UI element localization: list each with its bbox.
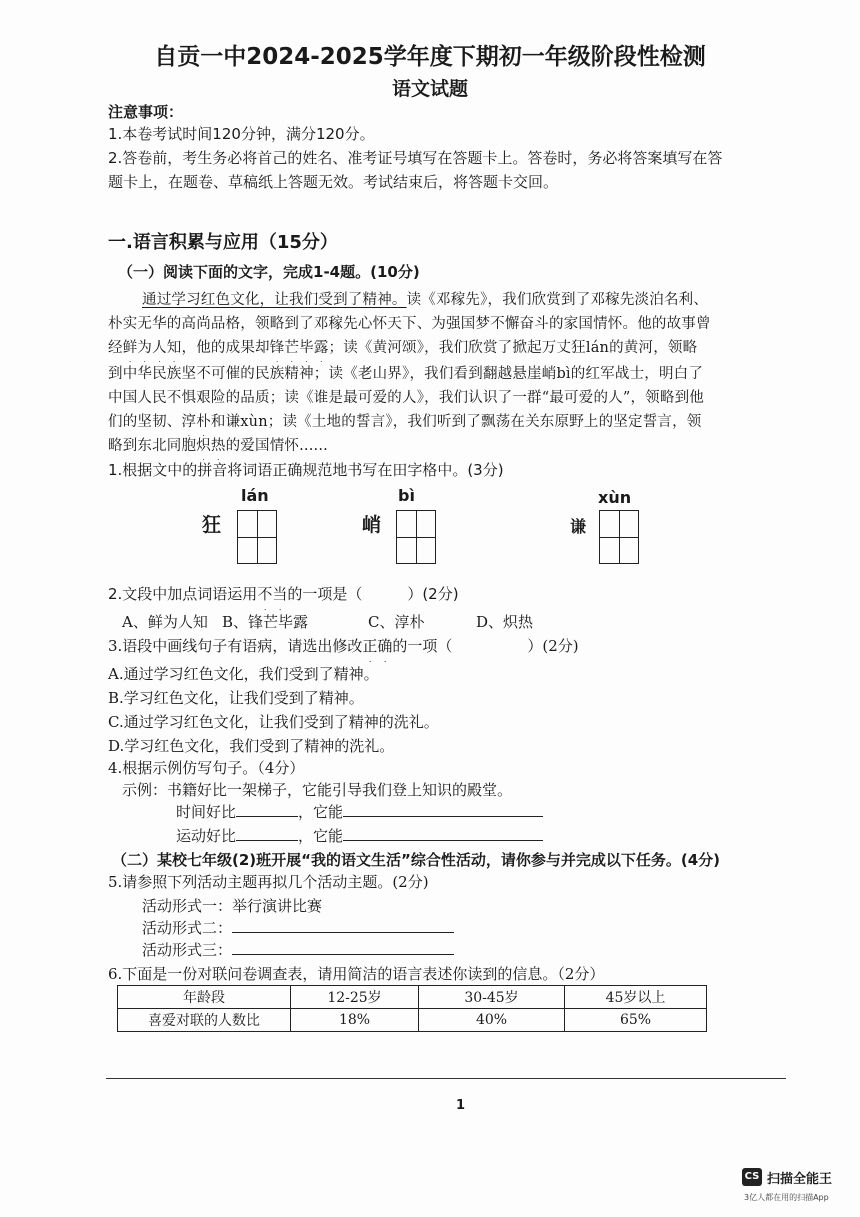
app-name: 扫描全能王 xyxy=(767,1172,833,1187)
passage-line-3 xyxy=(108,336,697,364)
q1-pinyin-2: bì xyxy=(398,486,415,505)
page-number: 1 xyxy=(456,1098,466,1113)
page-subtitle: 语文试题 xyxy=(391,78,468,100)
q2-stem-text: 2.文段中加点词语运用 xyxy=(108,585,258,603)
passage-text: 的爱国情怀...... xyxy=(225,438,328,454)
q6-stem: 6.下面是一份对联问卷调查表，请用简洁的语言表述你读到的信息。（2分） xyxy=(108,965,605,983)
passage-line-1 xyxy=(142,288,708,309)
q5-form-3 xyxy=(142,940,454,960)
table-row xyxy=(118,1009,707,1032)
q3-stem-text: 的一项（ ）(2分) xyxy=(392,637,579,655)
table-cell: 喜爱对联的人数比 xyxy=(118,1009,291,1032)
notes-item-2-line-1: 2.答卷前，考生务必将首己的姓名、准考证号填写在答题卡上。答卷时，务必将答案填写在答 xyxy=(108,149,723,167)
passage-text: ；读《黄河颂》，我们欣赏了掀起万丈狂lán的黄河，领略 xyxy=(328,340,698,356)
app-tagline: 3亿人都在用的扫描App xyxy=(744,1193,829,1202)
q1-char-2: 峭 xyxy=(362,514,382,536)
q3-option-c[interactable]: C.通过学习红色文化，让我们受到了精神的洗礼。 xyxy=(108,713,439,731)
table-cell: 18% xyxy=(291,1009,419,1032)
passage-line-5: 中国人民不惧艰险的品质；读《谁是最可爱的人》，我们认识了一群“最可爱的人”，领略到他 xyxy=(108,390,704,406)
q4-prompt: 时间好比 xyxy=(176,803,237,821)
footer-divider xyxy=(106,1078,786,1079)
q1-stem: 1.根据文中的拼音将词语正确规范地书写在田字格中。(3分) xyxy=(108,461,504,479)
q3-option-d[interactable]: D.学习红色文化，我们受到了精神的洗礼。 xyxy=(108,737,395,755)
q1-grid-1[interactable] xyxy=(237,510,277,564)
notes-item-2-line-2: 题卡上，在题卷、草稿纸上答题无效。考试结束后，将答题卡交回。 xyxy=(108,173,559,191)
q2-option-d[interactable]: D、炽热 xyxy=(476,613,534,631)
q4-example: 示例：书籍好比一架梯子，它能引导我们登上知识的殿堂。 xyxy=(122,781,513,799)
q5-stem: 5.请参照下列活动主题再拟几个活动主题。(2分) xyxy=(108,873,429,891)
q4-blank-2b[interactable] xyxy=(343,826,543,841)
q1-grid-2[interactable] xyxy=(396,510,436,564)
table-header-cell: 年龄段 xyxy=(118,986,291,1009)
q2-option-a[interactable]: A、鲜为人知 xyxy=(122,613,208,631)
q5-form-label: 活动形式三： xyxy=(142,941,233,959)
underlined-sentence: 通过学习红色文化，让我们受到了精神。 xyxy=(142,292,407,308)
table-cell: 65% xyxy=(565,1009,707,1032)
q1-grid-3[interactable] xyxy=(599,510,639,564)
q3-emphasis: 正确 xyxy=(362,637,393,655)
q2-stem-text: 的一项是（ ）(2分) xyxy=(287,585,459,603)
q4-prompt: ，它能 xyxy=(298,803,344,821)
table-header-cell: 12-25岁 xyxy=(291,986,419,1009)
q2-stem xyxy=(108,584,459,612)
q1-pinyin-3: xùn xyxy=(598,488,632,507)
q4-line-1 xyxy=(176,802,543,822)
q1-char-3: 谦 xyxy=(570,517,587,536)
passage-line-7 xyxy=(108,434,328,462)
q4-blank-1b[interactable] xyxy=(343,802,543,817)
q4-blank-2a[interactable] xyxy=(236,826,298,841)
q5-form-1: 活动形式一：举行演讲比赛 xyxy=(142,897,323,915)
q4-prompt: ，它能 xyxy=(298,827,344,845)
passage-text: 读《邓稼先》，我们欣赏到了邓稼先淡泊名利、 xyxy=(406,292,709,308)
q4-line-2 xyxy=(176,826,543,846)
page-title: 自贡一中2024-2025学年度下期初一年级阶段性检测 xyxy=(154,44,706,70)
part2-heading: （二）某校七年级(2)班开展“我的语文生活”综合性活动，请你参与并完成以下任务。(4分) xyxy=(112,851,721,869)
table-cell: 40% xyxy=(419,1009,565,1032)
q1-char-1: 狂 xyxy=(202,514,222,536)
q2-option-c[interactable]: C、淳朴 xyxy=(368,613,425,631)
q4-blank-1a[interactable] xyxy=(236,802,298,817)
section-heading: 一.语言积累与应用（15分） xyxy=(108,232,338,253)
q1-pinyin-1: lán xyxy=(241,486,269,505)
dotted-word: 鲜为人知 xyxy=(122,340,182,356)
passage-text: 们的坚韧、 xyxy=(108,414,182,430)
table-header-row xyxy=(118,986,707,1009)
notes-item-1: 1.本卷考试时间120分钟，满分120分。 xyxy=(108,125,375,143)
q5-blank-3[interactable] xyxy=(232,940,454,955)
q2-emphasis: 不当 xyxy=(257,585,288,603)
passage-line-2: 朴实无华的高尚品格，领略到了邓稼先心怀天下、为强国梦不懈奋斗的家国情怀。他的故事曾 xyxy=(108,316,711,332)
dotted-word: 锋芒毕露 xyxy=(269,340,329,356)
table-header-cell: 45岁以上 xyxy=(565,986,707,1009)
q2-option-b[interactable]: B、锋芒毕露 xyxy=(222,613,309,631)
camscanner-logo-icon: CS xyxy=(742,1168,762,1186)
survey-table xyxy=(117,985,707,1032)
q5-form-label: 活动形式二： xyxy=(142,919,233,937)
q4-prompt: 运动好比 xyxy=(176,827,237,845)
table-header-cell: 30-45岁 xyxy=(419,986,565,1009)
q5-form-2 xyxy=(142,918,454,938)
passage-text: ，他的成果却 xyxy=(181,340,270,356)
q5-blank-2[interactable] xyxy=(232,918,454,933)
passage-text: 经 xyxy=(108,340,123,356)
part1-heading: （一）阅读下面的文字，完成1-4题。(10分) xyxy=(118,263,420,281)
dotted-word: 炽热 xyxy=(196,438,226,454)
q3-option-b[interactable]: B.学习红色文化，让我们受到了精神。 xyxy=(108,689,364,707)
q3-option-a[interactable]: A.通过学习红色文化，我们受到了精神。 xyxy=(108,665,379,683)
q3-stem-text: 3.语段中画线句子有语病，请选出修改 xyxy=(108,637,363,655)
passage-text: 略到东北同胞 xyxy=(108,438,197,454)
passage-text: 和谦xùn；读《土地的誓言》，我们听到了飘荡在关东原野上的坚定誓言，领 xyxy=(210,414,702,430)
notes-heading: 注意事项： xyxy=(108,103,184,121)
dotted-word: 淳朴 xyxy=(181,414,211,430)
passage-line-4: 到中华民族坚不可催的民族精神；读《老山界》，我们看到翻越悬崖峭bì的红军战士，明白了 xyxy=(108,366,704,382)
q3-stem xyxy=(108,636,579,664)
q4-stem: 4.根据示例仿写句子。（4分） xyxy=(108,759,305,777)
